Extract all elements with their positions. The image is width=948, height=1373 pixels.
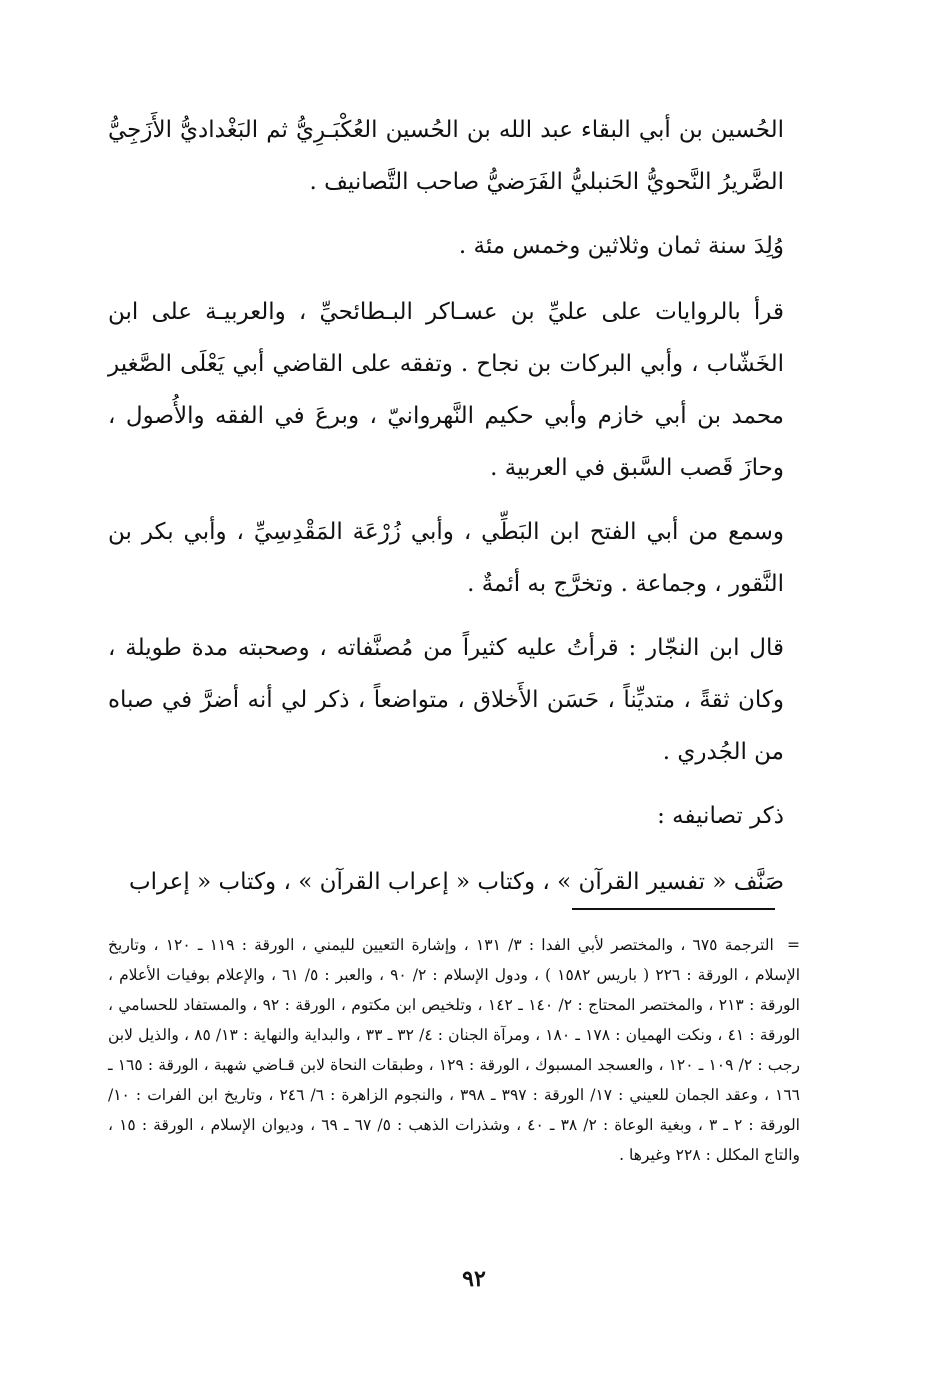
footnote (108, 930, 800, 1170)
footnote-text: الترجمة ٦٧٥ ، والمختصر لأبي الفدا : ٣/ ١٣١ ، وإشارة التعيين لليمني ، الورقة : ١١٩ ـ ١٢٠ ، وتاريخ الإسلام ، الورقة : ٢٢٦ ( باريس ١٥٨٢ ) ، ودول الإسلام : ٢/ ٩٠ ، والعبر : ٥/ ٦١ ، والإعلام بوفيات الأعلام ، الورقة : ٢١٣ ، والمختصر المحتاج : ٢/ ١٤٠ ـ ١٤٢ ، وتلخيص ابن مكتوم ، الورقة : ٩٢ ، والمستفاد للحسامي ، الورقة : ٤١ ، ونكت الهميان : ١٧٨ ـ ١٨٠ ، ومرآة الجنان : ٤/ ٣٢ ـ ٣٣ ، والبداية والنهاية : ١٣/ ٨٥ ، والذيل لابن رجب : ٢/ ١٠٩ ـ ١٢٠ ، والعسجد المسبوك ، الورقة : ١٢٩ ، وطبقات النحاة لابن قـاضي شهبة ، الورقة : ١٦٥ ـ ١٦٦ ، وعقد الجمان للعيني : ١٧/ الورقة : ٣٩٧ ـ ٣٩٨ ، والنجوم الزاهرة : ٦/ ٢٤٦ ، وتاريخ ابن الفرات : ١٠/ الورقة : ٢ ـ ٣ ، وبغية الوعاة : ٢/ ٣٨ ـ ٤٠ ، وشذرات الذهب : ٥/ ٦٧ ـ ٦٩ ، وديوان الإسلام ، الورقة : ١٥ ، والتاج المكلل : ٢٢٨ وغيرها . (108, 936, 801, 1164)
paragraph-hearing: وسمع من أبي الفتح ابن البَطِّي ، وأبي زُرْعَة المَقْدِسِيِّ ، وأبي بكر بن النَّقور ، وجماعة . وتخرَّج به أئمةٌ . (108, 519, 784, 597)
footnote-marker: = (787, 936, 800, 954)
footnote-separator (572, 908, 775, 910)
paragraph-biography-name: الحُسين بن أبي البقاء عبد الله بن الحُسين العُكْبَـرِيُّ ثم البَغْداديُّ الأَزَجِيُّ الضَّريرُ النَّحويُّ الحَنبليُّ الفَرَضيُّ صاحب التَّصانيف . (108, 117, 784, 195)
paragraph-birth: وُلِدَ سنة ثمان وثلاثين وخمس مئة . (458, 233, 784, 259)
paragraph-studies: قرأ بالروايات على عليِّ بن عسـاكر البـطائحيِّ ، والعربيـة على ابن الخَشّاب ، وأبي البركات بن نجاح . وتفقه على القاضي أبي يَعْلَى الصَّغير محمد بن أبي خازم وأبي حكيم النَّهروانيّ ، وبرعَ في الفقه والأُصول ، وحازَ قَصب السَّبق في العربية . (108, 299, 784, 481)
main-text (108, 104, 784, 922)
paragraph-works-heading: ذكر تصانيفه : (657, 803, 784, 829)
page-number: ٩٢ (462, 1266, 486, 1292)
paragraph-ibn-najjar-quote: قال ابن النجّار : قرأتُ عليه كثيراً من مُصنَّفاته ، وصحبته مدة طويلة ، وكان ثقةً ، متديِّناً ، حَسَن الأَخلاق ، متواضعاً ، ذكر لي أنه أضرَّ في صباه من الجُدري . (108, 635, 784, 765)
paragraph-works: صَنَّف « تفسير القرآن » ، وكتاب « إعراب القرآن » ، وكتاب « إعراب (128, 869, 784, 895)
